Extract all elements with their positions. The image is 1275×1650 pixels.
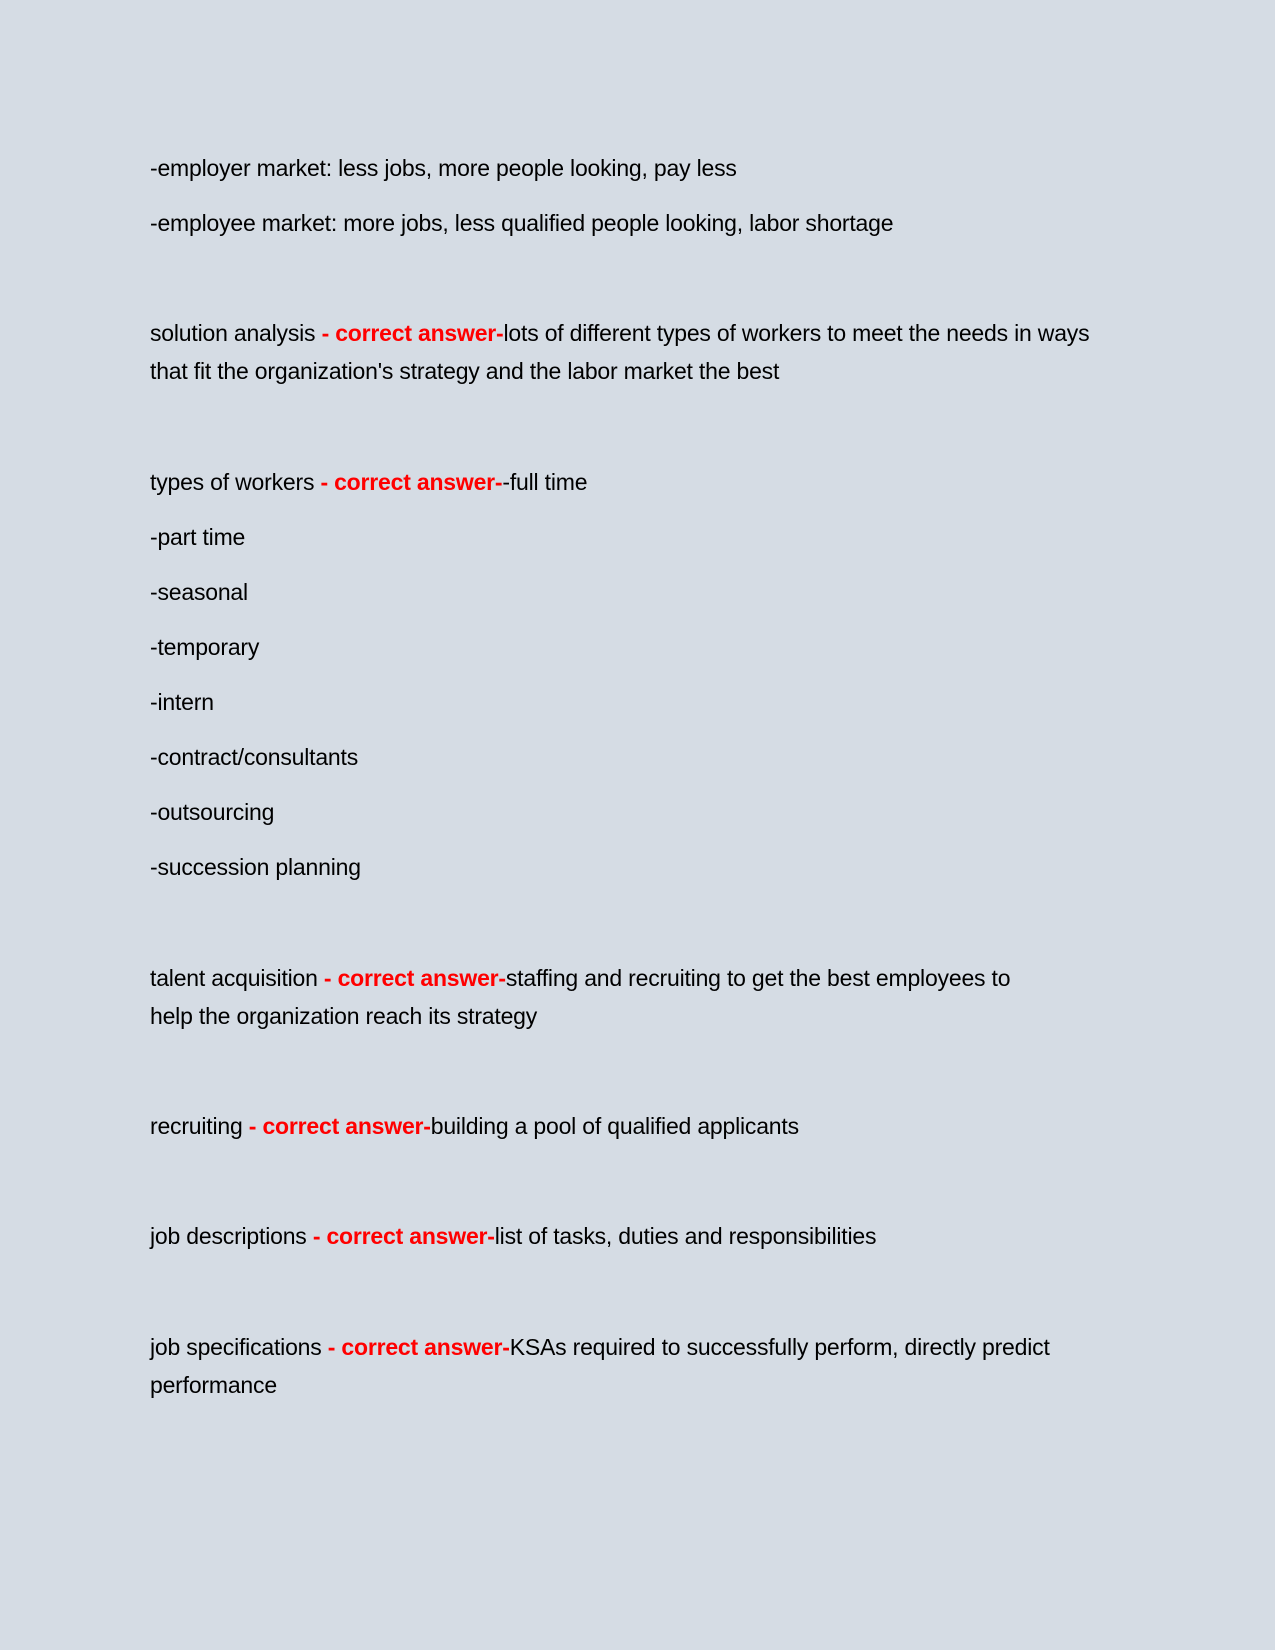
worker-type-item: -intern: [150, 689, 214, 715]
entry-definition: KSAs required to successfully perform, directly predict performance: [150, 1334, 1050, 1398]
correct-answer-separator: - correct answer-: [314, 469, 503, 495]
employee-market-line: -employee market: more jobs, less qualified people looking, labor shortage: [150, 210, 894, 236]
entry-job-specifications: [150, 1328, 1130, 1404]
entry-term: talent acquisition: [150, 965, 318, 991]
entry-definition: lots of different types of workers to meet the needs in ways that fit the organization's strategy and the labor market the best: [150, 320, 1090, 384]
entry-talent-acquisition: [150, 959, 1030, 1035]
worker-type-item: -temporary: [150, 634, 260, 660]
correct-answer-separator: - correct answer-: [321, 1334, 510, 1360]
employer-market-line: -employer market: less jobs, more people looking, pay less: [150, 155, 737, 181]
correct-answer-separator: - correct answer-: [315, 320, 504, 346]
worker-type-item: -part time: [150, 524, 246, 550]
entry-definition: staffing and recruiting to get the best employees to help the organization reach its strategy: [150, 965, 1011, 1029]
worker-type-item: -outsourcing: [150, 799, 275, 825]
entry-types-of-workers: [150, 463, 587, 501]
correct-answer-separator: - correct answer-: [306, 1223, 495, 1249]
entry-job-descriptions: [150, 1217, 876, 1255]
entry-term: job descriptions: [150, 1223, 307, 1249]
correct-answer-separator: - correct answer-: [317, 965, 506, 991]
entry-term: solution analysis: [150, 320, 316, 346]
correct-answer-separator: - correct answer-: [242, 1113, 431, 1139]
entry-term: job specifications: [150, 1334, 322, 1360]
entry-term: types of workers: [150, 469, 315, 495]
entry-definition: list of tasks, duties and responsibilities: [494, 1223, 877, 1249]
worker-type-item: -succession planning: [150, 854, 361, 880]
worker-type-item: -seasonal: [150, 579, 248, 605]
entry-definition: building a pool of qualified applicants: [430, 1113, 799, 1139]
entry-recruiting: [150, 1107, 799, 1145]
entry-term: recruiting: [150, 1113, 243, 1139]
entry-solution-analysis: [150, 314, 1130, 390]
entry-definition: -full time: [502, 469, 588, 495]
worker-type-item: -contract/consultants: [150, 744, 359, 770]
